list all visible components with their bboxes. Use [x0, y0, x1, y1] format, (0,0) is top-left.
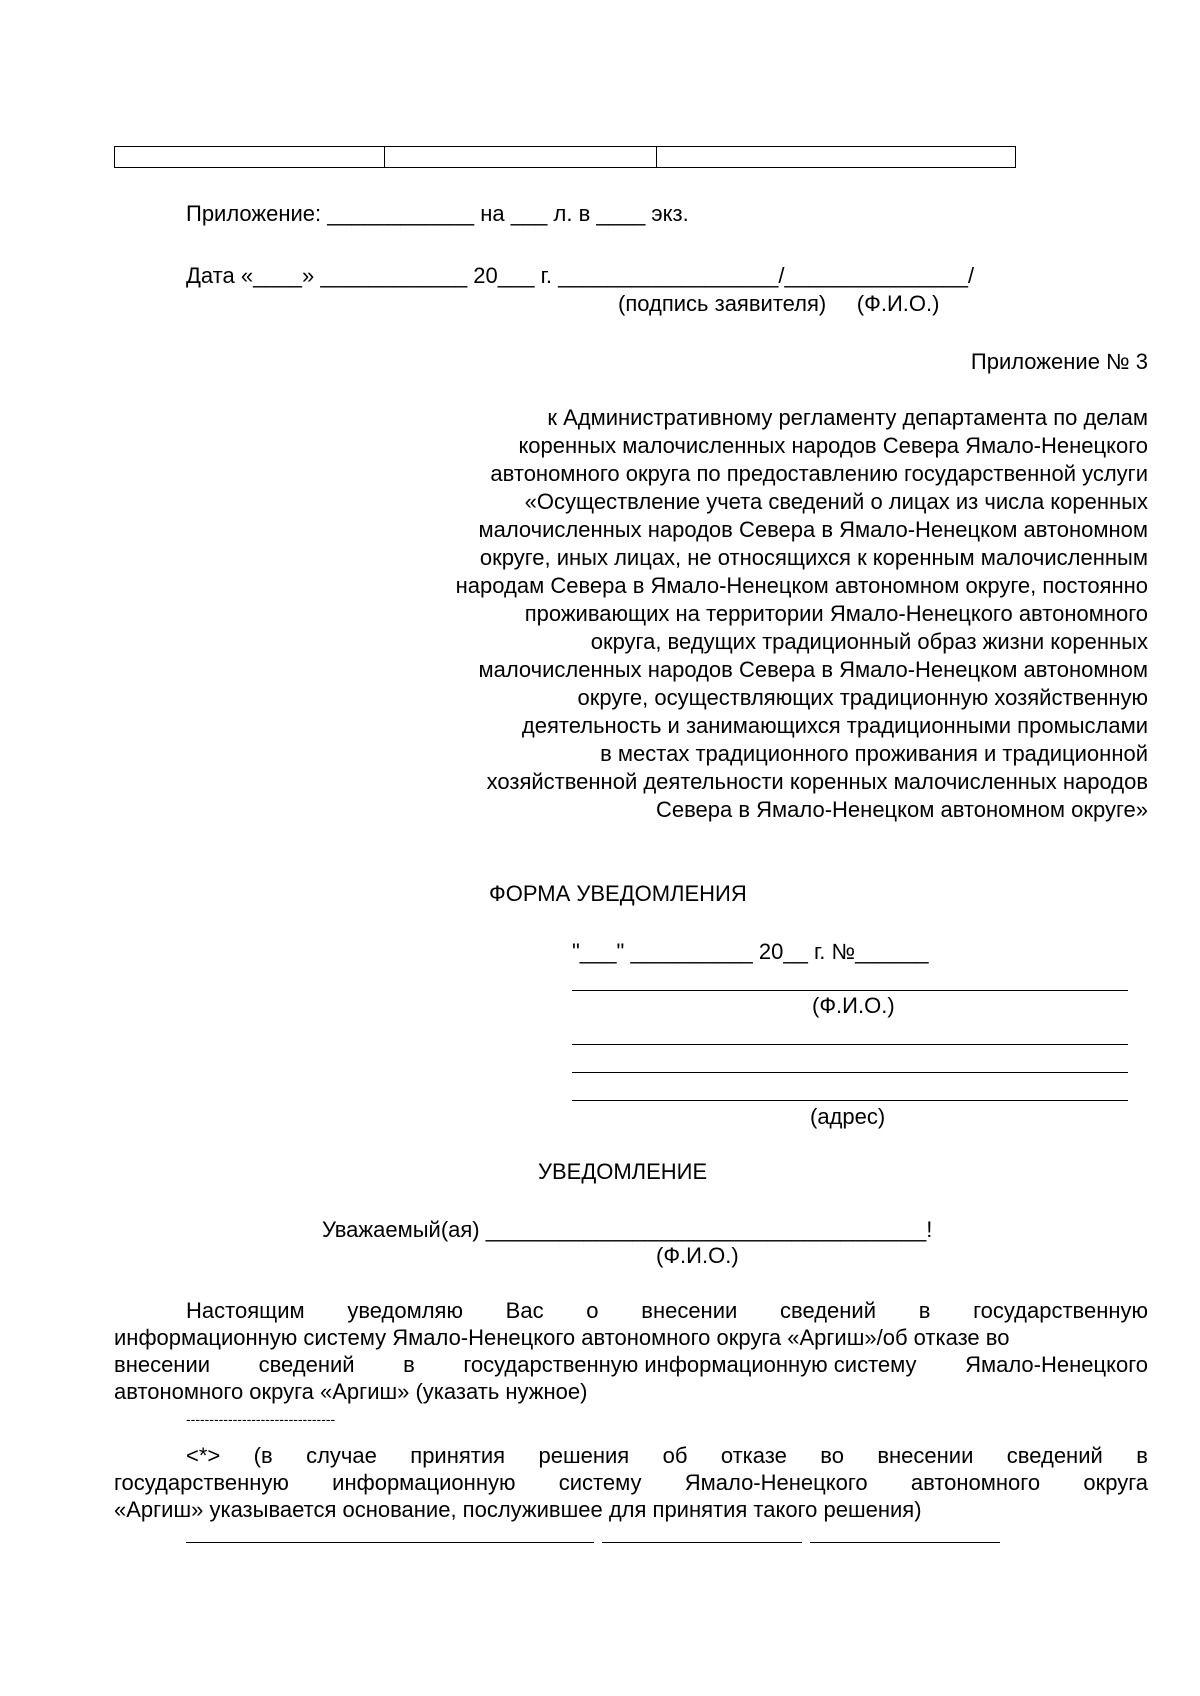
word: сведений — [1006, 1443, 1103, 1468]
word: в — [918, 1298, 931, 1323]
word: в — [403, 1352, 415, 1377]
word: внесении — [641, 1298, 738, 1323]
word: Ямало-Ненецкого — [965, 1352, 1148, 1377]
notice-title: УВЕДОМЛЕНИЕ — [538, 1159, 708, 1184]
word: принятия — [410, 1443, 506, 1468]
attachment-line: Приложение: ____________ на ___ л. в ____ экз. — [186, 201, 689, 226]
regulation-line: к Административному регламенту департамента по делам — [547, 405, 1148, 430]
word: отказе — [720, 1443, 787, 1468]
regulation-line: в местах традиционного проживания и традиционной — [600, 741, 1148, 766]
regulation-line: Севера в Ямало-Ненецком автономном округе» — [655, 797, 1148, 822]
word: об — [662, 1443, 688, 1468]
form-title: ФОРМА УВЕДОМЛЕНИЯ — [489, 881, 747, 906]
word: автономного — [910, 1470, 1041, 1495]
appendix-title: Приложение № 3 — [970, 349, 1148, 374]
address-label: (адрес) — [810, 1104, 886, 1129]
date-signature-line: Дата «____» ____________ 20___ г. __________________/_______________/ — [186, 263, 975, 288]
regulation-line: округе, иных лицах, не относящихся к коренным малочисленным — [479, 545, 1148, 570]
table-cell — [657, 147, 1015, 167]
signature-labels: (подпись заявителя) (Ф.И.О.) — [618, 291, 940, 316]
signature-underline — [186, 1542, 594, 1543]
salutation: Уважаемый(ая) ____________________________________! — [322, 1217, 933, 1242]
regulation-line: хозяйственной деятельности коренных малочисленных народов — [486, 769, 1148, 794]
word: систему — [558, 1470, 642, 1495]
fio-underline — [572, 990, 1128, 991]
regulation-line: «Осуществление учета сведений о лицах из числа коренных — [524, 489, 1148, 514]
paragraph-line — [114, 1297, 1148, 1324]
regulation-line: округа, ведущих традиционный образ жизни коренных — [590, 629, 1148, 654]
word: решения — [538, 1443, 630, 1468]
regulation-line: деятельность и занимающихся традиционными промыслами — [521, 713, 1148, 738]
word: в — [1136, 1443, 1148, 1468]
regulation-line: округе, осуществляющих традиционную хозяйственную — [577, 685, 1148, 710]
footnote-separator: -------------------------------- — [186, 1411, 336, 1427]
word: уведомляю — [347, 1298, 463, 1323]
address-underline — [572, 1044, 1128, 1045]
number-date-line: "___" __________ 20__ г. №______ — [572, 939, 929, 964]
paragraph-line: автономного округа «Аргиш» (указать нужное) — [114, 1379, 588, 1404]
body-paragraph — [114, 1297, 1148, 1405]
word: (в — [253, 1443, 273, 1468]
word: государственную — [973, 1298, 1148, 1323]
regulation-line: малочисленных народов Севера в Ямало-Ненецком автономном — [478, 517, 1148, 542]
regulation-line: автономного округа по предоставлению государственной услуги — [490, 461, 1148, 486]
word: <*> — [186, 1443, 221, 1468]
table-cell — [385, 147, 657, 167]
word: округа — [1083, 1470, 1148, 1495]
address-underline — [572, 1072, 1128, 1073]
word: во — [820, 1443, 844, 1468]
word: Ямало-Ненецкого — [684, 1470, 868, 1495]
paragraph-line — [114, 1351, 1148, 1378]
signature-underline — [602, 1542, 802, 1543]
word: внесении — [114, 1352, 211, 1377]
footnote-line — [114, 1469, 1148, 1496]
footnote — [114, 1442, 1148, 1523]
address-underline — [572, 1100, 1128, 1101]
paragraph-line: информационную систему Ямало-Ненецкого автономного округа «Аргиш»/об отказе во — [114, 1325, 1010, 1350]
footnote-line — [114, 1442, 1148, 1469]
regulation-line: проживающих на территории Ямало-Ненецкого автономного — [524, 601, 1148, 626]
salutation-fio-label: (Ф.И.О.) — [656, 1243, 739, 1268]
word: Вас — [505, 1298, 544, 1323]
word: сведений — [258, 1352, 355, 1377]
word: сведений — [780, 1298, 876, 1323]
regulation-line: коренных малочисленных народов Севера Ямало-Ненецкого — [518, 433, 1148, 458]
regulation-line: малочисленных народов Севера в Ямало-Ненецком автономном — [478, 657, 1148, 682]
regulation-line: народам Севера в Ямало-Ненецком автономном округе, постоянно — [455, 573, 1148, 598]
regulation-reference — [348, 404, 1148, 824]
top-table — [114, 146, 1016, 168]
word: государственную — [114, 1470, 289, 1495]
word: информационную — [332, 1470, 516, 1495]
word: о — [586, 1298, 599, 1323]
word: внесении — [877, 1443, 974, 1468]
fio-label: (Ф.И.О.) — [812, 993, 895, 1018]
word: Настоящим — [186, 1298, 305, 1323]
footnote-line: «Аргиш» указывается основание, послужившее для принятия такого решения) — [114, 1497, 922, 1522]
signature-underline — [810, 1542, 1000, 1543]
table-cell — [115, 147, 385, 167]
word: случае — [306, 1443, 377, 1468]
word: государственную информационную систему — [463, 1352, 917, 1377]
